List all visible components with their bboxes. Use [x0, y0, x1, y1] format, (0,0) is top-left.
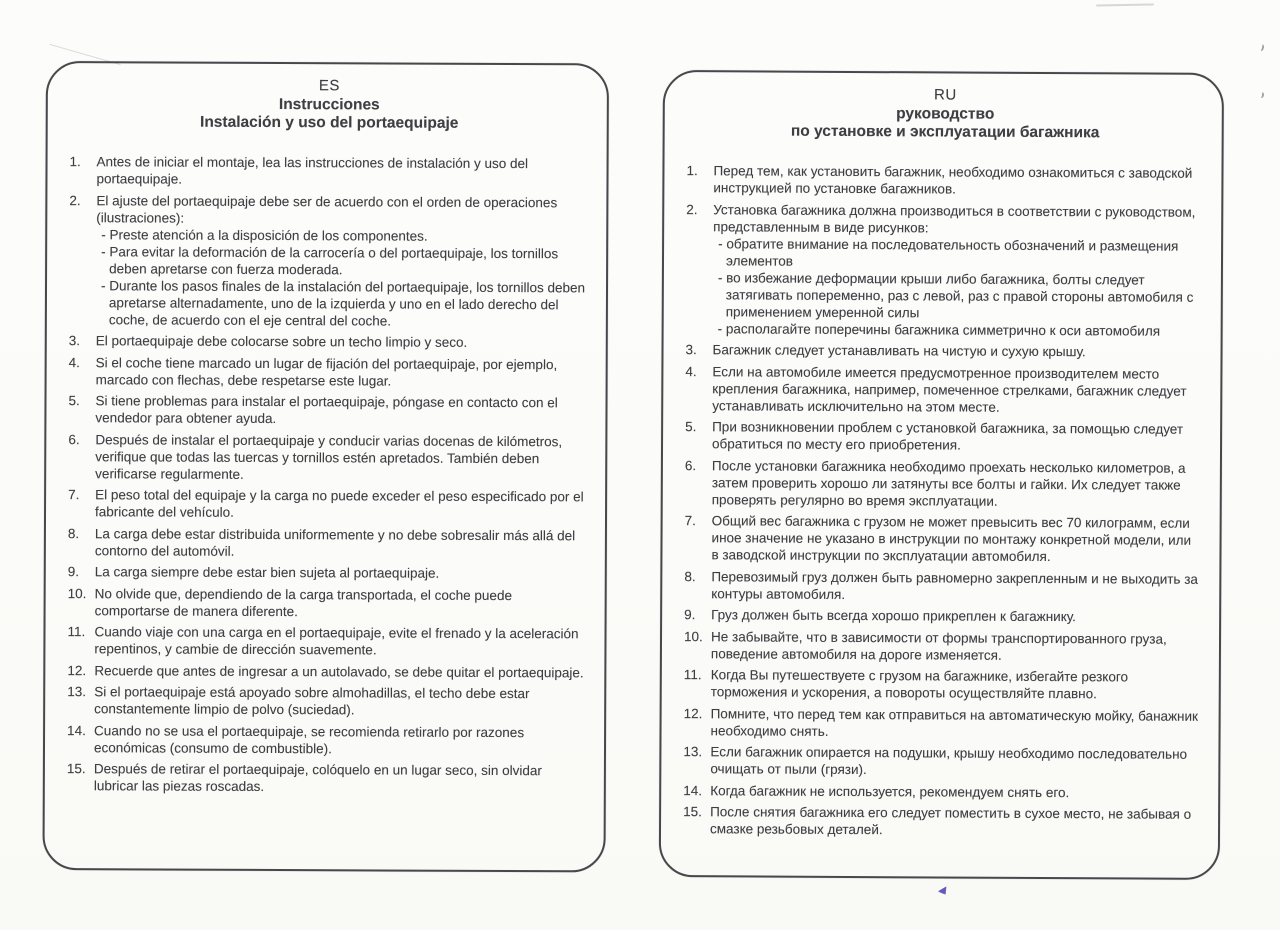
item-number: 9. — [67, 564, 80, 580]
item-text: При возникновении проблем с установкой багажника, за помощью следует обратиться по месту его приобретения. — [712, 419, 1184, 453]
item-text: Установка багажника должна производиться в соответствии с руководством, представленным в виде рисунков: - обратите внимание на последовательность обозначений и размещения элементов - во избежание деформации крыши либо багажника, болты следует затягивать попеременно, раз с левой, раз с правой стороны автомобиля с применением умеренной силы - располагайте поперечины багажника симметрично к оси автомобиля — [713, 201, 1204, 340]
item-text: Si el coche tiene marcado un lugar de fijación del portaequipaje, por ejemplo, marcado con flechas, debe respetarse este lugar. — [95, 354, 558, 389]
item-number: 14. — [67, 722, 86, 738]
item-number: 8. — [67, 525, 80, 541]
card-title: Instrucciones — [278, 96, 380, 114]
item-text: Помните, что перед тем как отправиться на автоматическую мойку, банажник необходимо снять. — [710, 705, 1199, 739]
instruction-item — [67, 722, 586, 758]
instruction-item — [683, 803, 1200, 840]
item-number: 3. — [68, 333, 81, 349]
item-text: После установки багажника необходимо проехать несколько километров, а затем проверить хорошо ли затянуты все болты и гайки. Их следует также проверять регулярно во время эксплуатации. — [711, 457, 1186, 509]
item-subpoint: - во избежание деформации крыши либо багажника, болты следует затягивать попеременно, раз с левой, раз с правой стороны автомобиля с применением умеренной силы — [717, 269, 1194, 320]
instruction-item — [686, 201, 1204, 340]
item-number: 13. — [67, 684, 87, 700]
instruction-item — [685, 418, 1202, 455]
item-text: La carga debe estar distribuida uniformemente y no debe sobresalir más allá del contorno del automóvil. — [94, 525, 576, 559]
item-number: 10. — [683, 628, 703, 644]
instruction-item — [684, 568, 1201, 605]
item-text: Después de instalar el portaequipaje y conducir varias docenas de kilómetros, verifique que todas las tuercas y tornillos estén apretados. También deben verificarse regularmente. — [95, 431, 563, 482]
item-subpoint: - располагайте поперечины багажника симметрично к оси автомобиля — [717, 320, 1161, 339]
instruction-item — [67, 623, 586, 659]
instruction-item — [684, 628, 1201, 665]
item-number: 12. — [67, 662, 87, 678]
instruction-list — [683, 162, 1204, 840]
item-number: 13. — [683, 744, 703, 760]
item-number: 12. — [683, 705, 703, 721]
instruction-item — [67, 662, 586, 681]
item-number: 7. — [68, 487, 80, 503]
item-text: Recuerde que antes de ingresar a un autolavado, se debe quitar el portaequipaje. — [94, 662, 584, 680]
item-subpoint: - обратите внимание на последовательность обозначений и размещения элементов — [718, 235, 1179, 269]
item-number: 3. — [685, 342, 697, 358]
item-text: Después de retirar el portaequipaje, colóquelo en un lugar seco, sin olvidar lubricar las piezas roscadas. — [93, 761, 542, 794]
item-number: 14. — [683, 782, 703, 798]
language-code: ES — [318, 77, 340, 95]
instruction-item — [69, 354, 588, 390]
item-text: Не забывайте, что в зависимости от формы транспортированного груза, поведение автомобиля на дороге изменяется. — [710, 628, 1167, 663]
instruction-item — [68, 525, 587, 561]
instruction-item — [68, 486, 587, 522]
item-number: 5. — [68, 393, 80, 409]
item-subpoint: - Para evitar la deformación de la carrocería o del portaequipaje, los tornillos deben apretarse con fuerza moderada. — [101, 243, 559, 277]
item-text: El ajuste del portaequipaje debe ser de acuerdo con el orden de operaciones (ilustraciones): - Preste atención a la disposición de los componentes. - Para evitar la deformación de la carrocería o del portaequipaje, los tornillos deben apretarse con fuerza moderada. - Durante los pasos finales de la instalación del portaequipaje, los tornillos deben apretarse alternadamente, uno de la izquierda y uno en el lado derecho del coche, de acuerdo con el eje central del coche. — [96, 192, 589, 330]
item-text: Общий вес багажника с грузом не может превысить вес 70 килограмм, если иное значение не указано в инструкции по монтажу конкретной модели, или в заводской инструкции по эксплуатации автомобиля. — [711, 513, 1192, 565]
item-text: Когда Вы путешествуете с грузом на багажнике, избегайте резкого торможения и ускорения, а повороты осуществляйте плавно. — [710, 667, 1129, 702]
card-header-es — [70, 76, 589, 133]
item-number: 2. — [686, 201, 698, 217]
instruction-item — [68, 585, 587, 621]
item-number: 15. — [683, 804, 702, 820]
item-text: La carga siempre debe estar bien sujeta al portaequipaje. — [94, 564, 440, 581]
item-text: El peso total del equipaje y la carga no puede exceder el peso especificado por el fabricante del vehículo. — [95, 487, 584, 520]
item-text: Если багажник опирается на подушки, крышу необходимо последовательно очищать от пыли (грязи). — [710, 744, 1188, 778]
item-text: Груз должен быть всегда хорошо прикреплен к багажнику. — [711, 607, 1076, 625]
item-number: 4. — [685, 363, 697, 379]
language-code: RU — [933, 86, 957, 104]
instruction-item — [68, 431, 587, 484]
ink-mark — [937, 886, 947, 895]
item-text: No olvide que, dependiendo de la carga transportada, el coche puede comportarse de manera diferente. — [94, 585, 513, 619]
instruction-item — [69, 153, 588, 189]
instruction-card-es — [42, 61, 609, 872]
item-number: 1. — [686, 163, 698, 179]
item-number: 8. — [684, 568, 696, 584]
item-text: Si el portaequipaje está apoyado sobre almohadillas, el techo debe estar constantemente limpio de polvo (suciedad). — [94, 684, 530, 718]
item-number: 6. — [68, 431, 80, 447]
item-number: 5. — [685, 419, 697, 435]
item-text: Cuando viaje con una carga en el portaequipaje, evite el frenado y la aceleración repentinos, y cambie de dirección suavemente. — [94, 624, 579, 658]
item-text: Antes de iniciar el montaje, lea las instrucciones de instalación y uso del portaequipaje. — [96, 154, 529, 187]
item-text: Si tiene problemas para instalar el portaequipaje, póngase en contacto con el vendedor para obtener ayuda. — [95, 393, 558, 427]
item-subpoint: - Preste atención a la disposición de los componentes. — [101, 226, 428, 244]
item-number: 11. — [67, 624, 86, 640]
item-text: Багажник следует устанавливать на чистую и сухую крышу. — [712, 342, 1086, 360]
scan-line — [1096, 3, 1154, 6]
instruction-card-ru — [659, 70, 1224, 880]
item-number: 10. — [67, 585, 87, 601]
instruction-item — [69, 192, 589, 330]
item-text: Когда багажник не используется, рекомендуем снять его. — [710, 782, 1070, 800]
instruction-item — [68, 392, 587, 428]
instruction-item — [684, 666, 1201, 703]
item-text: После снятия багажника его следует поместить в сухое место, не забывая о смазке резьбовых деталей. — [709, 804, 1192, 838]
scan-speck — [1259, 92, 1265, 99]
scan-speck — [1258, 43, 1265, 51]
instruction-item — [67, 683, 586, 719]
card-header-ru — [687, 85, 1204, 143]
item-number: 7. — [684, 513, 696, 529]
instruction-item — [683, 743, 1200, 780]
instruction-item — [685, 341, 1202, 361]
item-text: Если на автомобиле имеется предусмотренное производителем место крепления багажника, например, помеченное стрелками, багажник следует устанавливать исключительно на этом месте. — [712, 363, 1187, 415]
instruction-item — [685, 457, 1202, 511]
instruction-item — [685, 363, 1202, 417]
instruction-item — [68, 563, 587, 582]
item-number: 4. — [68, 354, 80, 370]
item-number: 1. — [69, 154, 81, 170]
item-text: Перед тем, как установить багажник, необходимо ознакомиться с заводской инструкцией по установке багажников. — [713, 163, 1193, 197]
instruction-item — [67, 760, 586, 796]
instruction-item — [683, 705, 1200, 742]
item-number: 9. — [684, 607, 696, 623]
card-title: руководство — [896, 105, 995, 123]
item-text: El portaequipaje debe colocarse sobre un techo limpio y seco. — [95, 333, 468, 350]
instruction-item — [69, 332, 588, 351]
item-subpoint: - Durante los pasos finales de la instalación del portaequipaje, los tornillos deben apretarse alternadamente, uno de la izquierda y uno en el lado derecho del coche, de acuerdo con el eje central del coche. — [100, 277, 586, 329]
card-subtitle: Instalación y uso del portaequipaje — [199, 113, 459, 132]
item-number: 11. — [683, 667, 702, 683]
item-number: 6. — [684, 457, 697, 473]
card-subtitle: по установке и эксплуатации багажника — [790, 122, 1100, 142]
item-text: Cuando no se usa el portaequipaje, se recomienda retirarlo por razones económicas (consumo de combustible). — [93, 722, 525, 756]
instruction-list — [67, 153, 589, 796]
instruction-item — [684, 606, 1201, 626]
instruction-item — [684, 512, 1201, 566]
item-number: 15. — [66, 761, 86, 777]
item-number: 2. — [69, 192, 81, 208]
instruction-item — [683, 782, 1200, 802]
item-text: Перевозимый груз должен быть равномерно закрепленным и не выходить за контуры автомобиля. — [711, 568, 1198, 602]
instruction-item — [686, 162, 1203, 199]
